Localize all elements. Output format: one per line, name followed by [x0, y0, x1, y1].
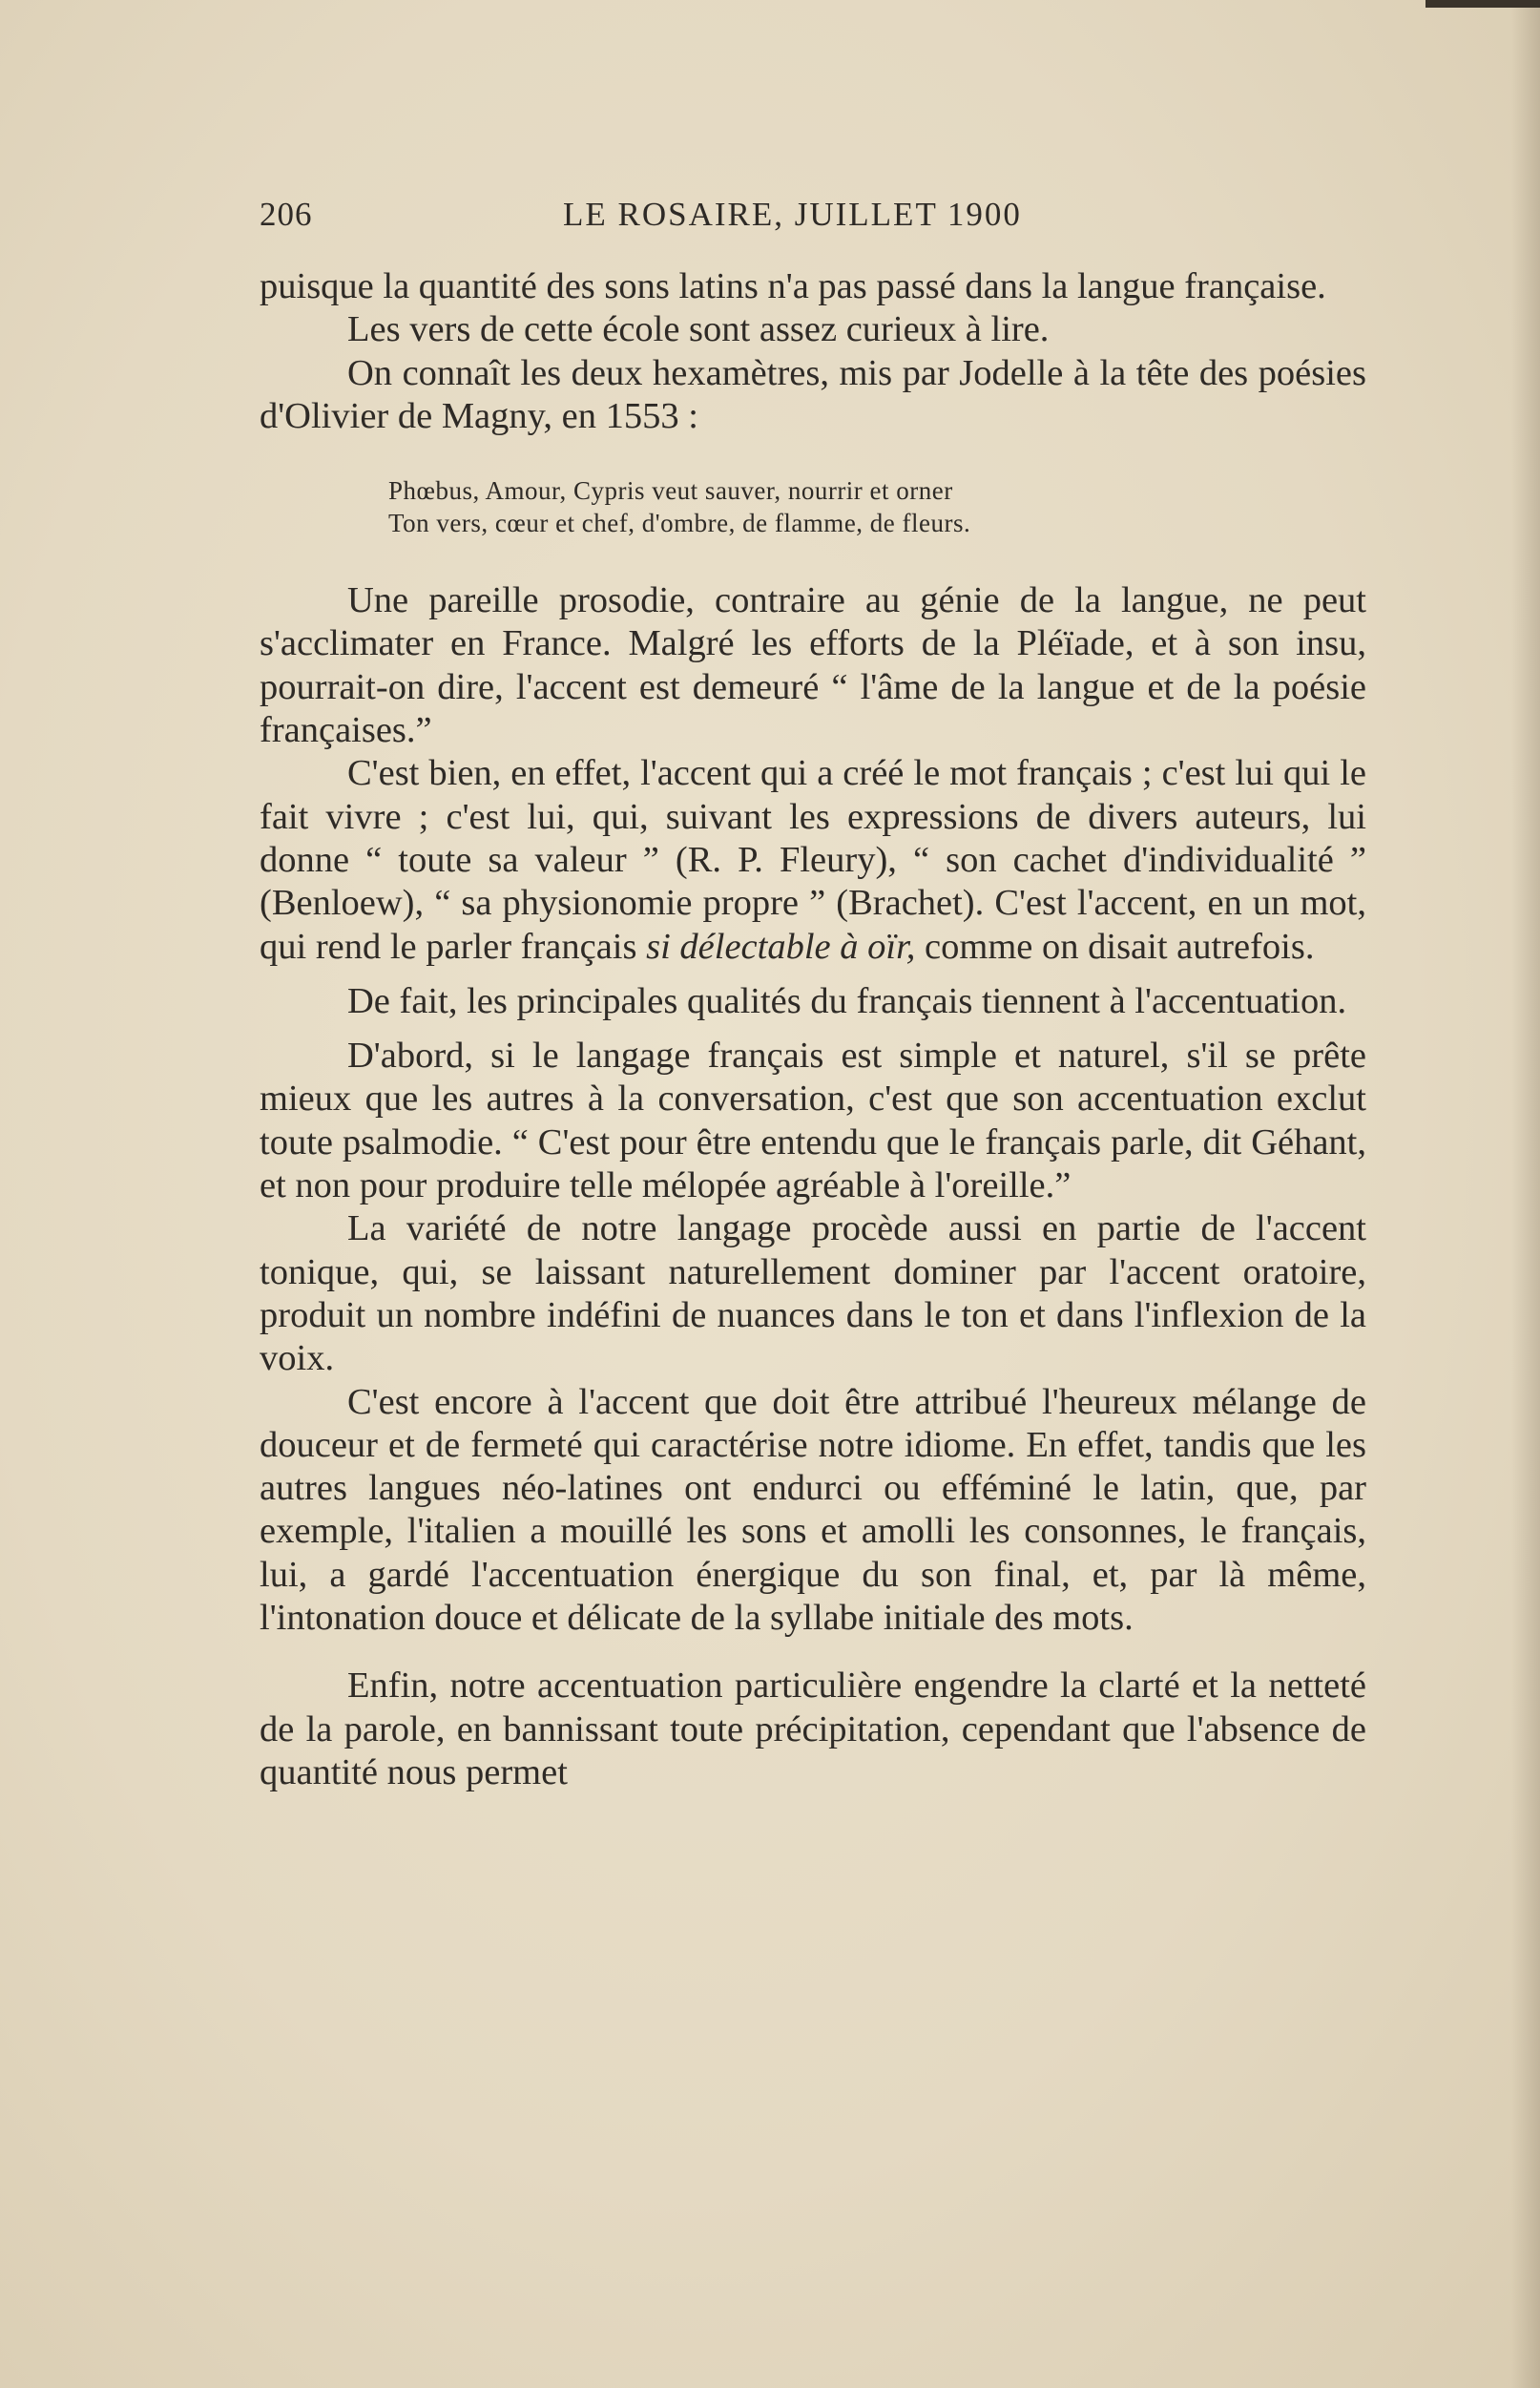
paragraph: De fait, les principales qualités du français tiennent à l'accentuation. [347, 980, 1347, 1021]
body-text [260, 265, 1366, 1794]
paragraph: Les vers de cette école sont assez curieux à lire. [347, 309, 1050, 350]
paragraph-text: C'est bien, en effet, l'accent qui a créé le mot français ; c'est lui qui le fait vivre ; c'est lui, qui, suivant les expressions de divers auteurs, lui donne “ toute sa valeur ” (R. P. Fleury), “ son cachet d'individualité ” (Benloew), “ sa physionomie propre ” (Brachet). C'est l'accent, en un mot, qui rend le parler français [260, 753, 1366, 967]
paragraph: C'est encore à l'accent que doit être attribué l'heureux mélange de douceur et de fermeté qui caractérise notre idiome. En effet, tandis que les autres langues néo-latines ont endurci ou efféminé le latin, que, par exemple, l'italien a mouillé les sons et amolli les consonnes, le français, lui, a gardé l'accentuation énergique du son final, et, par là même, l'intonation douce et délicate de la syllabe initiale des mots. [260, 1381, 1366, 1639]
italic-phrase: si délectable à oïr, [646, 926, 916, 967]
verse-line: Phœbus, Amour, Cypris veut sauver, nourrir et orner [388, 476, 953, 506]
page-number: 206 [260, 196, 313, 233]
verse-quotation [388, 474, 1366, 539]
verse-line: Ton vers, cœur et chef, d'ombre, de flamme, de fleurs. [388, 509, 971, 538]
running-header [260, 196, 1357, 243]
paragraph: On connaît les deux hexamètres, mis par Jodelle à la tête des poésies d'Olivier de Magny, en 1553 : [260, 352, 1366, 436]
paragraph-continued: puisque la quantité des sons latins n'a pas passé dans la langue française. [260, 266, 1326, 306]
paragraph: La variété de notre langage procède aussi en partie de l'accent tonique, qui, se laissant naturellement dominer par l'accent oratoire, produit un nombre indéfini de nuances dans le ton et dans l'inflexion de la voix. [260, 1208, 1366, 1379]
paragraph [260, 752, 1366, 968]
paragraph-text: comme on disait autrefois. [925, 926, 1315, 967]
running-title: LE ROSAIRE, JUILLET 1900 [563, 196, 1022, 233]
paragraph: Une pareille prosodie, contraire au génie de la langue, ne peut s'acclimater en France. Malgré les efforts de la Pléïade, et à son insu, pourrait-on dire, l'accent est demeuré “ l'âme de la langue et de la poésie françaises.” [260, 580, 1366, 751]
page-edge-mark [1426, 0, 1540, 8]
paragraph: Enfin, notre accentuation particulière engendre la clarté et la netteté de la parole, en bannissant toute précipitation, cependant que l'absence de quantité nous permet [260, 1665, 1366, 1792]
paragraph: D'abord, si le langage français est simple et naturel, s'il se prête mieux que les autres à la conversation, c'est que son accentuation exclut toute psalmodie. “ C'est pour être entendu que le français parle, dit Géhant, et non pour produire telle mélopée agréable à l'oreille.” [260, 1036, 1366, 1206]
page-edge-shadow [1511, 0, 1540, 2388]
